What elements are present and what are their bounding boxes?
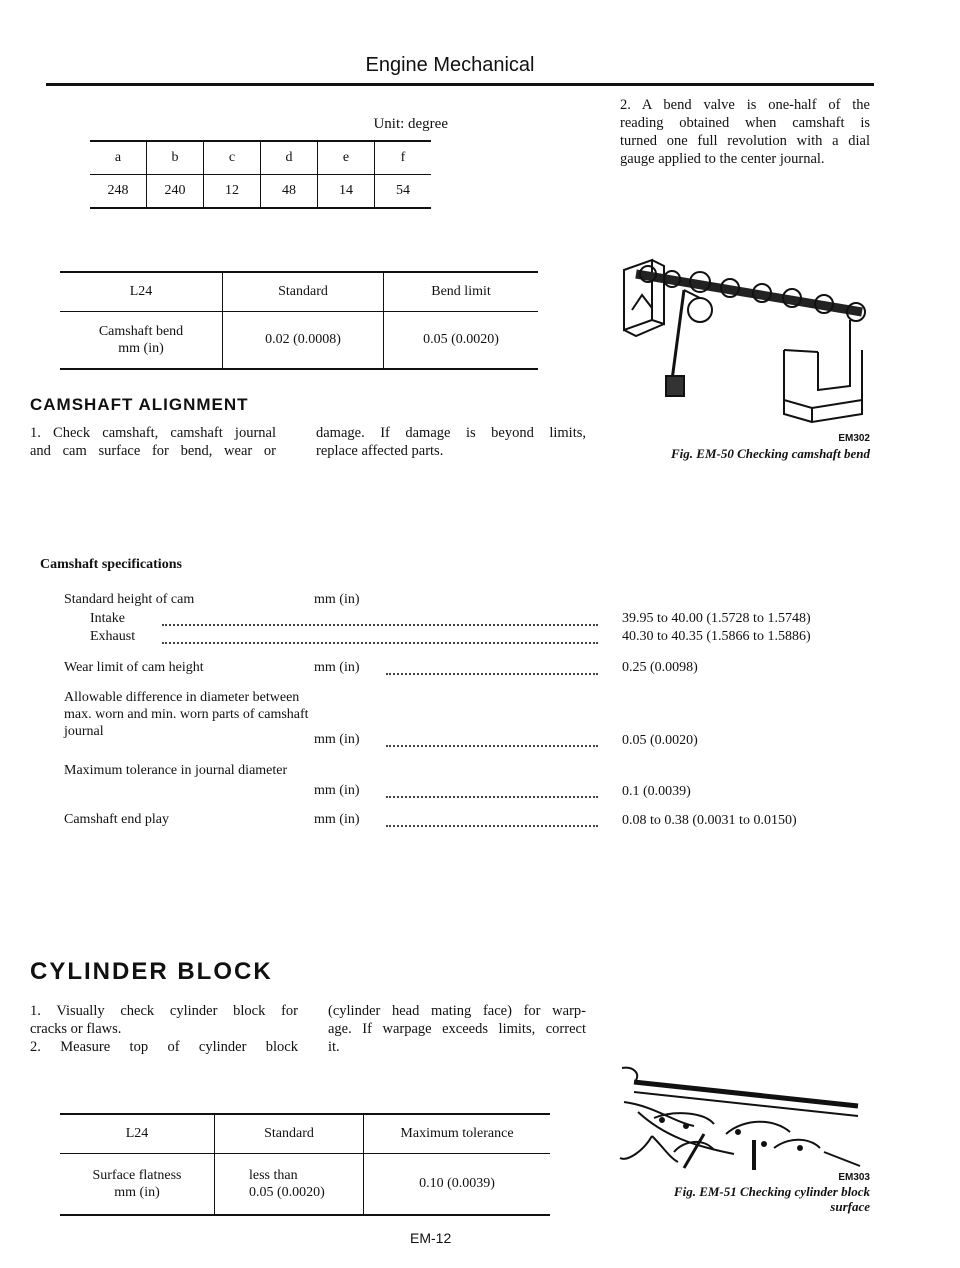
figure-51-caption-line2: surface <box>830 1199 870 1214</box>
figure-51-caption-line1: Fig. EM-51 Checking cylinder block <box>673 1184 870 1199</box>
text-line: reading obtained when camshaft is <box>620 115 870 131</box>
end-play-label: Camshaft end play <box>64 812 169 827</box>
flatness-standard-line2: 0.05 (0.0020) <box>249 1185 325 1200</box>
page-title: Engine Mechanical <box>365 54 535 76</box>
timing-header-cell: b <box>147 141 204 175</box>
alignment-paragraph-col3 <box>620 96 870 168</box>
leader-dots <box>162 642 598 644</box>
timing-value-cell: 240 <box>147 175 204 209</box>
text-line: replace affected parts. <box>316 443 444 459</box>
text-line: it. <box>328 1039 340 1055</box>
end-play-value: 0.08 to 0.38 (0.0031 to 0.0150) <box>622 813 797 828</box>
exhaust-value: 40.30 to 40.35 (1.5866 to 1.5886) <box>622 629 811 644</box>
text-line: damage. If damage is beyond limits, <box>316 425 586 441</box>
text-line: turned one full revolution with a dial <box>620 133 870 149</box>
bend-header-model: L24 <box>60 272 223 312</box>
cylinder-block-heading: CYLINDER BLOCK <box>30 958 273 985</box>
leader-dots <box>386 825 598 827</box>
timing-value-cell: 54 <box>375 175 432 209</box>
timing-header-cell: e <box>318 141 375 175</box>
end-play-unit: mm (in) <box>314 812 360 827</box>
diameter-difference-label-line3: journal <box>64 724 104 739</box>
header-rule <box>46 83 874 86</box>
leader-dots <box>386 796 598 798</box>
timing-value-cell: 48 <box>261 175 318 209</box>
text-line: (cylinder head mating face) for warp- <box>328 1003 586 1019</box>
standard-height-label: Standard height of cam <box>64 592 195 607</box>
bend-row-label-line2: mm (in) <box>118 341 164 356</box>
cylinder-block-paragraph-col2 <box>328 1002 586 1056</box>
camshaft-alignment-heading: CAMSHAFT ALIGNMENT <box>30 395 249 414</box>
timing-unit-label: Unit: degree <box>373 116 448 132</box>
wear-limit-unit: mm (in) <box>314 660 360 675</box>
text-line: cracks or flaws. <box>30 1021 122 1037</box>
flatness-standard-value <box>215 1154 364 1216</box>
camshaft-specifications-heading: Camshaft specifications <box>40 557 182 572</box>
timing-value-cell: 12 <box>204 175 261 209</box>
timing-value-cell: 14 <box>318 175 375 209</box>
flatness-header-model: L24 <box>60 1114 215 1154</box>
text-line: 2. Measure top of cylinder block <box>30 1039 298 1055</box>
bend-header-row <box>60 272 538 312</box>
diameter-difference-label-line2: max. worn and min. worn parts of camshaft <box>64 707 309 722</box>
bend-limit-value: 0.05 (0.0020) <box>384 312 539 370</box>
camshaft-bend-table <box>60 271 538 370</box>
page-number: EM-12 <box>410 1230 452 1246</box>
text-line: 1. Check camshaft, camshaft journal <box>30 425 276 441</box>
journal-tolerance-label: Maximum tolerance in journal diameter <box>64 763 288 778</box>
flatness-row-label-line2: mm (in) <box>114 1185 160 1200</box>
bend-row-label-line1: Camshaft bend <box>98 323 184 339</box>
flatness-standard-line1: less than <box>249 1167 298 1183</box>
text-line: 2. A bend valve is one-half of the <box>620 97 870 113</box>
timing-header-cell: a <box>90 141 147 175</box>
flatness-max-value: 0.10 (0.0039) <box>364 1154 551 1216</box>
bend-value-row <box>60 312 538 370</box>
cylinder-block-paragraph-col1 <box>30 1002 298 1056</box>
timing-header-cell: c <box>204 141 261 175</box>
standard-height-unit: mm (in) <box>314 592 360 607</box>
alignment-paragraph-col2 <box>316 424 586 460</box>
flatness-row-label <box>60 1154 215 1216</box>
timing-header-cell: d <box>261 141 318 175</box>
diameter-difference-value: 0.05 (0.0020) <box>622 733 698 748</box>
wear-limit-value: 0.25 (0.0098) <box>622 660 698 675</box>
valve-timing-table <box>90 140 431 209</box>
flatness-row-label-line1: Surface flatness <box>92 1167 182 1183</box>
cylinder-block-illustration <box>614 1062 874 1186</box>
text-line: gauge applied to the center journal. <box>620 151 825 167</box>
journal-tolerance-value: 0.1 (0.0039) <box>622 784 691 799</box>
bend-row-label <box>60 312 223 370</box>
leader-dots <box>162 624 598 626</box>
timing-value-cell: 248 <box>90 175 147 209</box>
bend-header-standard: Standard <box>223 272 384 312</box>
flatness-value-row <box>60 1154 550 1216</box>
figure-50-caption: Fig. EM-50 Checking camshaft bend <box>671 446 870 461</box>
timing-value-row <box>90 175 431 209</box>
timing-header-row <box>90 141 431 175</box>
journal-tolerance-unit: mm (in) <box>314 783 360 798</box>
bend-header-limit: Bend limit <box>384 272 539 312</box>
text-line: 1. Visually check cylinder block for <box>30 1003 298 1019</box>
figure-51-code: EM303 <box>838 1172 870 1183</box>
leader-dots <box>386 745 598 747</box>
bend-standard-value: 0.02 (0.0008) <box>223 312 384 370</box>
text-line: and cam surface for bend, wear or <box>30 443 276 459</box>
surface-flatness-table <box>60 1113 550 1216</box>
alignment-paragraph-col1 <box>30 424 276 460</box>
intake-label: Intake <box>90 611 125 626</box>
figure-50-code: EM302 <box>838 433 870 444</box>
wear-limit-label: Wear limit of cam height <box>64 660 204 675</box>
exhaust-label: Exhaust <box>90 629 136 644</box>
intake-value: 39.95 to 40.00 (1.5728 to 1.5748) <box>622 611 811 626</box>
flatness-header-standard: Standard <box>215 1114 364 1154</box>
figure-51-caption <box>560 1184 870 1214</box>
camshaft-bend-illustration <box>612 250 872 430</box>
diameter-difference-unit: mm (in) <box>314 732 360 747</box>
flatness-header-max: Maximum tolerance <box>364 1114 551 1154</box>
timing-header-cell: f <box>375 141 432 175</box>
flatness-header-row <box>60 1114 550 1154</box>
text-line: age. If warpage exceeds limits, correct <box>328 1021 586 1037</box>
diameter-difference-label-line1: Allowable difference in diameter between <box>64 690 300 705</box>
leader-dots <box>386 673 598 675</box>
